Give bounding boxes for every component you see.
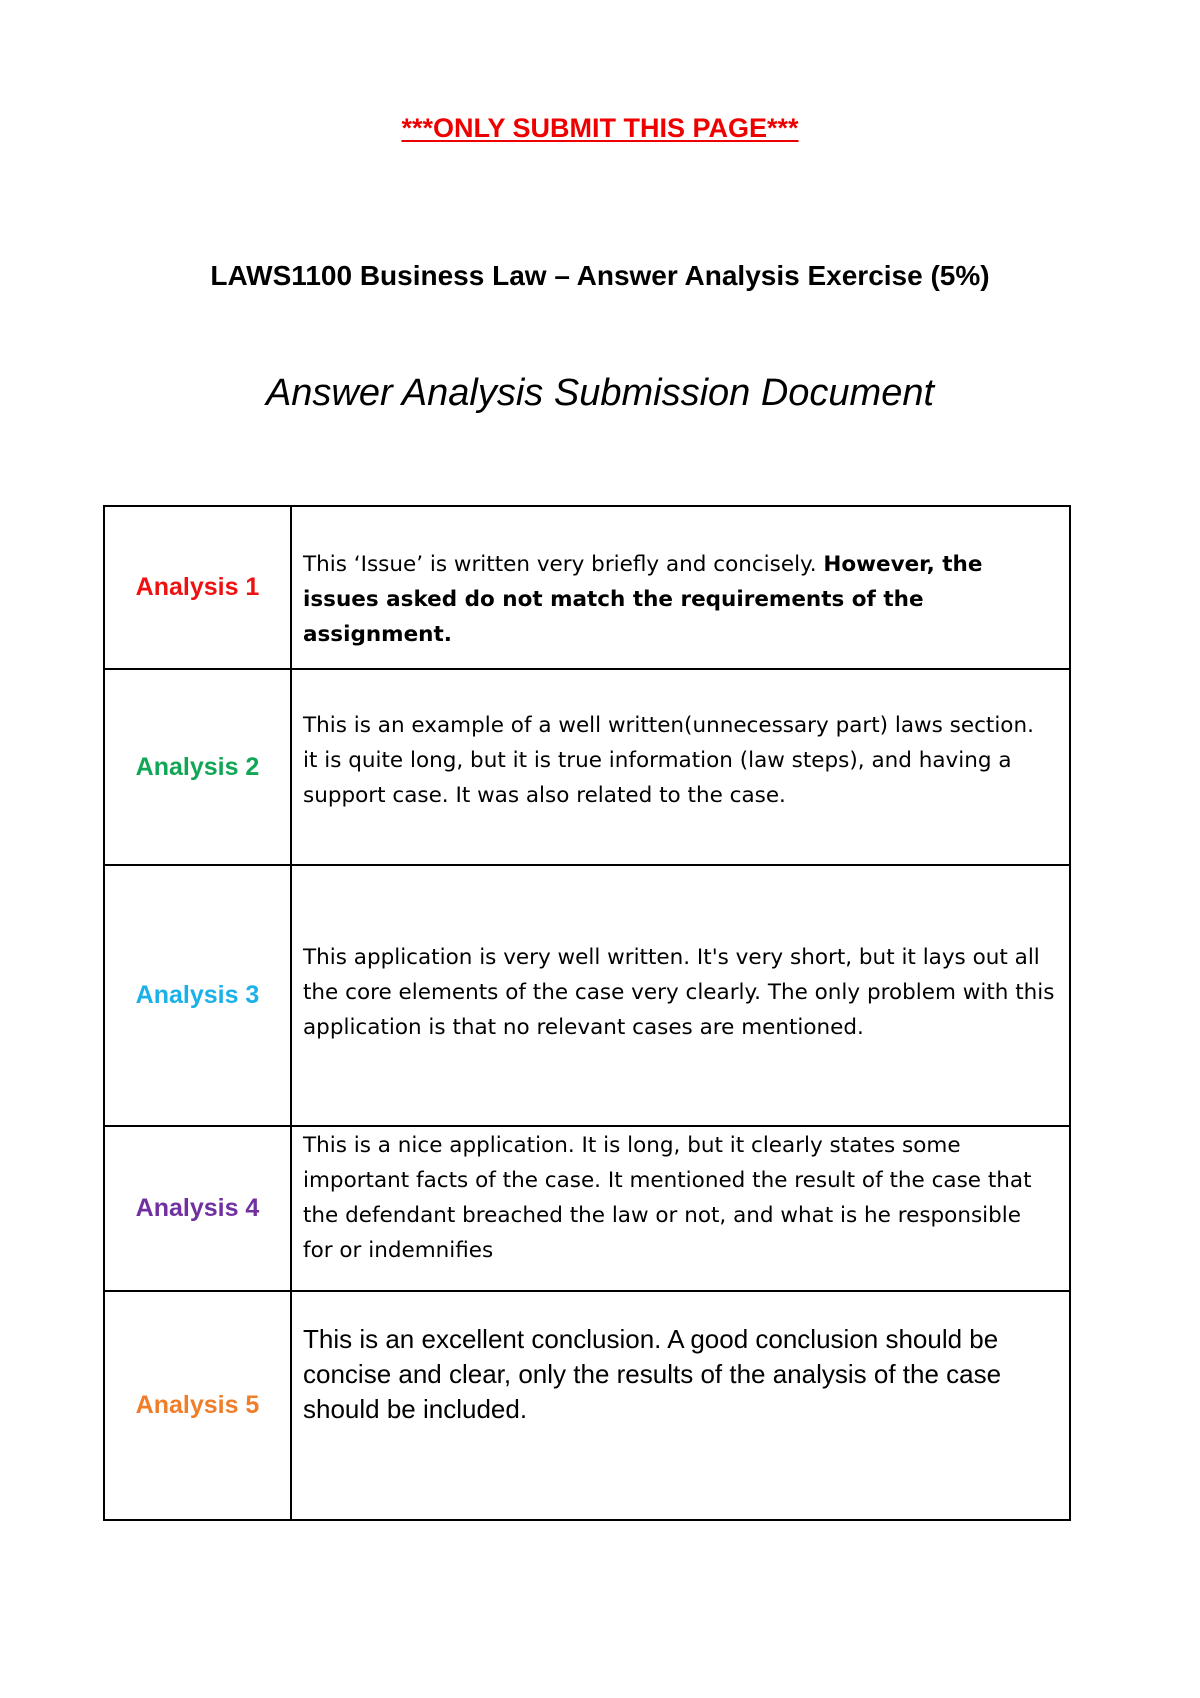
analysis-1-text-regular: This ‘Issue’ is written very briefly and concisely. xyxy=(303,552,824,577)
row-text-cell xyxy=(291,1291,1070,1520)
analysis-5-text: This is an excellent conclusion. A good conclusion should be concise and clear, only the results of the analysis of the case should be included. xyxy=(303,1324,1002,1424)
analysis-4-text: This is a nice application. It is long, but it clearly states some important facts of the case. It mentioned the result of the case that the defendant breached the law or not, and what is he responsible for or indemnifies xyxy=(303,1133,1032,1263)
table-row xyxy=(104,669,1070,865)
analysis-table xyxy=(103,505,1071,1521)
row-text-cell xyxy=(291,1126,1070,1291)
analysis-5-label: Analysis 5 xyxy=(135,1391,260,1419)
row-label-cell xyxy=(104,1126,291,1291)
analysis-1-text-bold: However, the issues asked do not match the requirements of the assignment. xyxy=(303,552,983,647)
row-label-cell xyxy=(104,506,291,669)
analysis-2-label: Analysis 2 xyxy=(135,752,260,781)
table-row xyxy=(104,1291,1070,1520)
analysis-2-text: This is an example of a well written(unnecessary part) laws section. it is quite long, but it is true information (law steps), and having a support case. It was also related to the case. xyxy=(303,713,1034,808)
submit-notice: ***ONLY SUBMIT THIS PAGE*** xyxy=(401,113,799,143)
row-text-cell xyxy=(291,669,1070,865)
analysis-3-text: This application is very well written. It's very short, but it lays out all the core elements of the case very clearly. The only problem with this application is that no relevant cases are mentioned. xyxy=(303,945,1055,1040)
analysis-1-label: Analysis 1 xyxy=(135,573,260,601)
table-row xyxy=(104,1126,1070,1291)
row-label-cell xyxy=(104,1291,291,1520)
row-label-cell xyxy=(104,669,291,865)
row-text-cell xyxy=(291,506,1070,669)
analysis-1-text xyxy=(303,547,1055,652)
table-row xyxy=(104,865,1070,1126)
table-row xyxy=(104,506,1070,669)
row-label-cell xyxy=(104,865,291,1126)
analysis-4-label: Analysis 4 xyxy=(135,1194,260,1222)
document-heading: LAWS1100 Business Law – Answer Analysis Exercise (5%) xyxy=(210,260,990,291)
document-subheading: Answer Analysis Submission Document xyxy=(265,372,935,414)
row-text-cell xyxy=(291,865,1070,1126)
analysis-3-label: Analysis 3 xyxy=(135,981,260,1009)
